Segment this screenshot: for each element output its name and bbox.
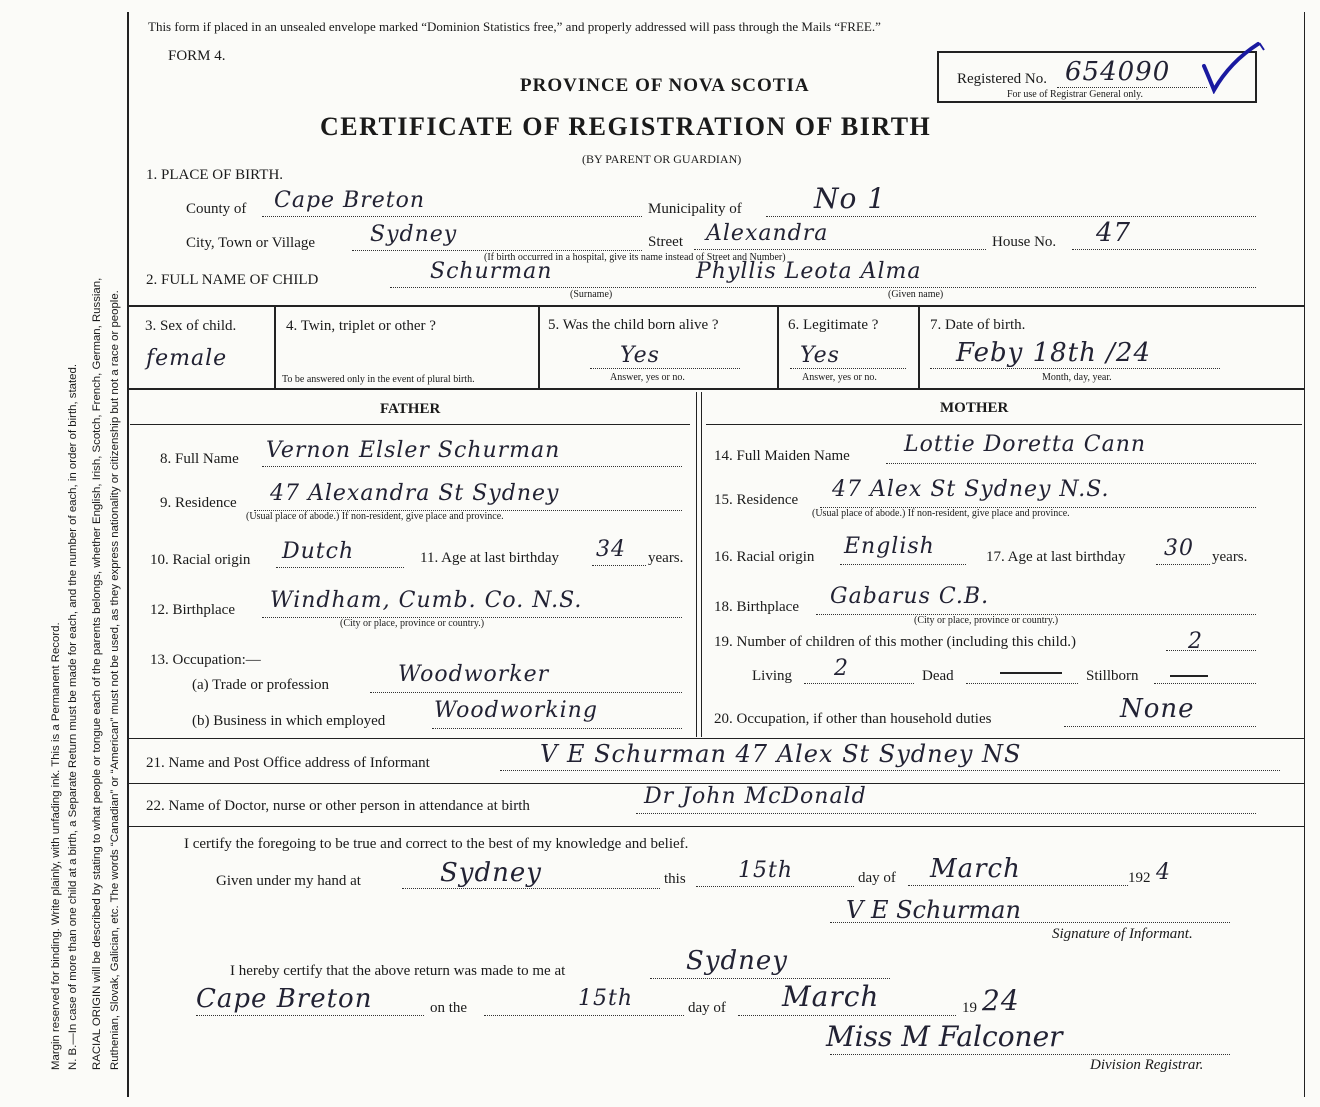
surname-caption: (Surname) [570, 289, 613, 300]
mother-age-value: 30 [1164, 536, 1194, 561]
left-border [127, 12, 129, 1097]
mother-age-label: 17. Age at last birthday [986, 549, 1126, 565]
place-of-birth-heading: 1. PLACE OF BIRTH. [146, 167, 284, 183]
father-birthplace-note: (City or place, province or country.) [340, 618, 485, 629]
father-residence-label: 9. Residence [160, 495, 237, 511]
doctor-label: 22. Name of Doctor, nurse or other person in attendance at birth [146, 798, 530, 814]
informant-value: V E Schurman 47 Alex St Sydney NS [540, 740, 1022, 768]
informant-signature-caption: Signature of Informant. [1052, 926, 1193, 942]
father-residence-note: (Usual place of abode.) If non-resident, give place and province. [246, 511, 504, 522]
street-label: Street [648, 234, 683, 250]
child-name-label: 2. FULL NAME OF CHILD [146, 272, 319, 288]
father-business-label: (b) Business in which employed [192, 713, 386, 729]
mother-heading: MOTHER [940, 400, 1009, 416]
father-birthplace-label: 12. Birthplace [150, 602, 235, 618]
registered-label: Registered No. [957, 71, 1047, 87]
given-place: Sydney [440, 858, 542, 888]
mail-notice: This form if placed in an unsealed envelope marked “Dominion Statistics free,” and properly addressed will pass through the Mails “FREE.” [148, 19, 881, 34]
given-day: 15th [738, 858, 794, 883]
dead-label: Dead [922, 668, 954, 684]
stillborn-dash [1170, 675, 1208, 677]
certificate-title: CERTIFICATE OF REGISTRATION OF BIRTH [320, 112, 932, 141]
dob-value: Feby 18th /24 [956, 338, 1151, 368]
province-heading: PROVINCE OF NOVA SCOTIA [520, 75, 810, 96]
mother-residence-label: 15. Residence [714, 492, 799, 508]
margin-note-nb: N. B.—In case of more than one child at a birth, a Separate Return must be made for each, and the number of each, in order of birth, stated. [67, 364, 79, 1070]
county-value: Cape Breton [274, 188, 426, 213]
father-residence-value: 47 Alexandra St Sydney [270, 481, 560, 506]
right-border [1304, 12, 1305, 1097]
details-bottom-rule [128, 388, 1304, 390]
return-month: March [782, 980, 880, 1013]
margin-note-racial-1: RACIAL ORIGIN will be described by stating to what people or tongue each of the parents belongs, whether English, Irish, Scotch, French, German, Russian, [91, 277, 103, 1070]
legitimate-value: Yes [800, 343, 840, 368]
living-label: Living [752, 668, 792, 684]
child-surname: Schurman [430, 259, 553, 284]
mother-residence-value: 47 Alex St Sydney N.S. [832, 477, 1110, 502]
given-month: March [930, 854, 1021, 884]
stillborn-label: Stillborn [1086, 668, 1139, 684]
child-given-names: Phyllis Leota Alma [696, 259, 922, 284]
father-business-value: Woodworking [434, 698, 598, 723]
dob-note: Month, day, year. [1042, 372, 1112, 383]
mother-occupation-label: 20. Occupation, if other than household duties [714, 711, 992, 727]
mother-children-label: 19. Number of children of this mother (including this child.) [714, 634, 1077, 650]
informant-label: 21. Name and Post Office address of Informant [146, 755, 430, 771]
father-trade-label: (a) Trade or profession [192, 677, 330, 693]
father-occupation-label: 13. Occupation:— [150, 652, 261, 668]
sex-label: 3. Sex of child. [145, 318, 237, 334]
living-value: 2 [834, 656, 849, 681]
house-no-value: 47 [1096, 218, 1132, 248]
sex-value: female [146, 346, 228, 371]
alive-note: Answer, yes or no. [610, 372, 685, 383]
twin-note: To be answered only in the event of plural birth. [282, 374, 475, 385]
mother-name-label: 14. Full Maiden Name [714, 448, 850, 464]
municipality-value: No 1 [814, 182, 887, 215]
return-on-the-label: on the [430, 1000, 468, 1016]
legitimate-label: 6. Legitimate ? [788, 317, 879, 333]
father-birthplace-value: Windham, Cumb. Co. N.S. [270, 588, 583, 613]
given-under-hand-label: Given under my hand at [216, 873, 361, 889]
city-label: City, Town or Village [186, 235, 316, 251]
informant-signature: V E Schurman [846, 896, 1021, 924]
mother-years: years. [1212, 549, 1248, 565]
father-age-value: 34 [596, 537, 626, 562]
doctor-value: Dr John McDonald [644, 784, 867, 809]
alive-label: 5. Was the child born alive ? [548, 317, 719, 333]
father-name-label: 8. Full Name [160, 451, 239, 467]
registered-number: 654090 [1065, 57, 1171, 87]
mother-birthplace-label: 18. Birthplace [714, 599, 799, 615]
mother-children-value: 2 [1188, 629, 1203, 654]
given-name-caption: (Given name) [888, 289, 944, 300]
margin-note-binding: Margin reserved for binding. Write plainly, with unfading ink. This is a Permanent Record. [50, 622, 62, 1070]
return-year-prefix: 19 [962, 1000, 977, 1016]
mother-birthplace-note: (City or place, province or country.) [914, 615, 1059, 626]
margin-note-racial-2: Ruthenian, Slovak, Galician, etc. The words “Canadian” or “American” must not be used, as they express nationality or citizenship but not a race or people. [109, 290, 121, 1070]
form-number: FORM 4. [168, 48, 226, 64]
city-value: Sydney [370, 222, 458, 247]
legitimate-note: Answer, yes or no. [802, 372, 877, 383]
alive-value: Yes [620, 343, 660, 368]
dob-label: 7. Date of birth. [930, 317, 1026, 333]
mother-occupation-value: None [1120, 694, 1195, 724]
return-year: 24 [982, 984, 1020, 1017]
registrar-caption: Division Registrar. [1090, 1057, 1204, 1073]
father-heading: FATHER [380, 401, 441, 417]
father-trade-value: Woodworker [398, 662, 550, 687]
return-day-of-label: day of [688, 1000, 726, 1016]
municipality-label: Municipality of [648, 201, 742, 217]
father-racial-value: Dutch [282, 539, 355, 564]
registrar-signature: Miss M Falconer [826, 1020, 1063, 1053]
father-name-value: Vernon Elsler Schurman [266, 438, 561, 463]
this-label: this [664, 871, 686, 887]
return-statement: I hereby certify that the above return was made to me at [230, 963, 566, 979]
father-years: years. [648, 550, 684, 566]
return-day: 15th [578, 986, 634, 1011]
details-top-rule [128, 305, 1304, 307]
check-mark-icon [1200, 40, 1270, 94]
mother-racial-value: English [844, 534, 935, 559]
given-year-digit: 4 [1156, 860, 1171, 885]
mother-racial-label: 16. Racial origin [714, 549, 815, 565]
registrar-general-note: For use of Registrar General only. [1007, 89, 1143, 100]
return-place: Sydney [686, 946, 788, 976]
hospital-note: (If birth occurred in a hospital, give its name instead of Street and Number) [484, 252, 786, 263]
county-label: County of [186, 201, 247, 217]
mother-birthplace-value: Gabarus C.B. [830, 584, 990, 609]
return-county: Cape Breton [196, 984, 373, 1014]
twin-label: 4. Twin, triplet or other ? [286, 318, 436, 334]
house-no-label: House No. [992, 234, 1057, 250]
given-day-of-label: day of [858, 870, 896, 886]
certify-statement: I certify the foregoing to be true and correct to the best of my knowledge and belief. [184, 836, 689, 852]
mother-name-value: Lottie Doretta Cann [904, 432, 1147, 457]
father-age-label: 11. Age at last birthday [420, 550, 559, 566]
street-value: Alexandra [706, 221, 829, 246]
mother-residence-note: (Usual place of abode.) If non-resident, give place and province. [812, 508, 1070, 519]
certificate-subtitle: (BY PARENT OR GUARDIAN) [582, 152, 742, 166]
given-year-prefix: 192 [1128, 870, 1151, 886]
dead-dash [1000, 672, 1062, 674]
father-racial-label: 10. Racial origin [150, 552, 251, 568]
